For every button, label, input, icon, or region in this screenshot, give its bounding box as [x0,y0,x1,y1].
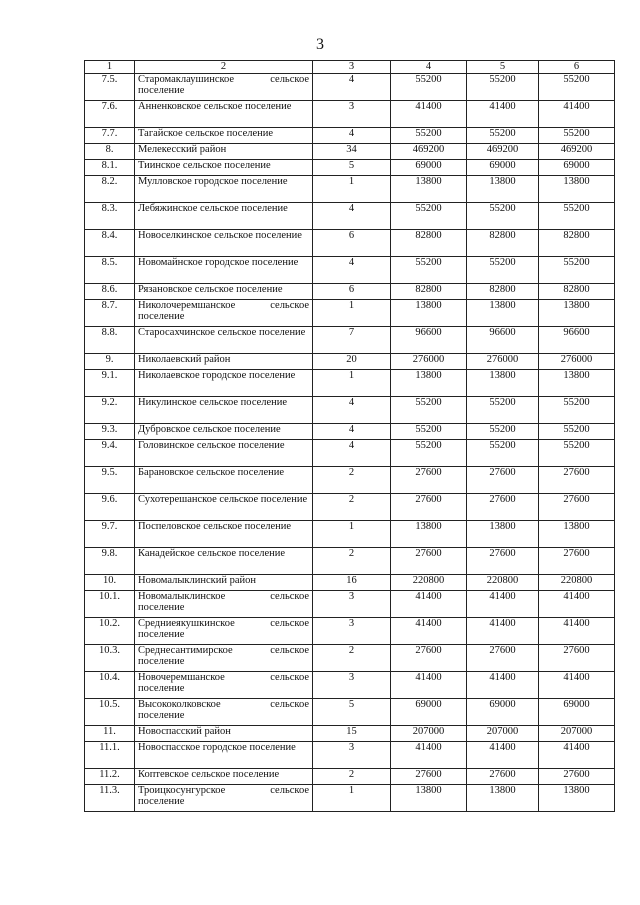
row-count: 4 [313,423,391,439]
row-amount-col4: 207000 [391,725,467,741]
row-name: Мулловское городское поселение [135,175,313,202]
row-amount-col6: 82800 [539,283,615,299]
row-name: Новоселкинское сельское поселение [135,229,313,256]
row-amount-col6: 27600 [539,768,615,784]
row-amount-col4: 13800 [391,369,467,396]
row-count: 7 [313,326,391,353]
row-name: Анненковское сельское поселение [135,100,313,127]
column-header-4: 4 [391,61,467,74]
row-name: Коптевское сельское поселение [135,768,313,784]
row-count: 3 [313,100,391,127]
row-amount-col5: 27600 [467,493,539,520]
row-amount-col4: 69000 [391,159,467,175]
row-name: Новоспасский район [135,725,313,741]
table-row [85,423,615,439]
row-number: 9.3. [85,423,135,439]
row-amount-col6: 27600 [539,547,615,574]
row-number: 10. [85,574,135,590]
row-amount-col6: 69000 [539,698,615,725]
row-count: 4 [313,127,391,143]
row-number: 8.8. [85,326,135,353]
row-number: 10.1. [85,590,135,617]
column-header-3: 3 [313,61,391,74]
row-amount-col4: 55200 [391,202,467,229]
row-amount-col5: 41400 [467,617,539,644]
row-name: Лебяжинское сельское поселение [135,202,313,229]
row-number: 8.6. [85,283,135,299]
row-amount-col5: 55200 [467,127,539,143]
row-amount-col5: 69000 [467,698,539,725]
row-name: Мелекесский район [135,143,313,159]
row-amount-col6: 55200 [539,396,615,423]
row-amount-col6: 41400 [539,617,615,644]
row-amount-col4: 13800 [391,175,467,202]
table-row [85,326,615,353]
row-amount-col4: 55200 [391,73,467,100]
table-row [85,353,615,369]
row-amount-col4: 82800 [391,229,467,256]
row-number: 8.5. [85,256,135,283]
row-number: 9. [85,353,135,369]
row-name: Сухотерешанское сельское поселение [135,493,313,520]
row-amount-col4: 27600 [391,644,467,671]
row-name: Средниеякушкинское сельское поселение [135,617,313,644]
row-amount-col5: 41400 [467,671,539,698]
row-amount-col4: 27600 [391,768,467,784]
row-amount-col5: 55200 [467,396,539,423]
row-amount-col6: 41400 [539,671,615,698]
row-amount-col5: 13800 [467,784,539,811]
table-row [85,671,615,698]
row-amount-col5: 27600 [467,644,539,671]
row-count: 34 [313,143,391,159]
row-name: Рязановское сельское поселение [135,283,313,299]
row-amount-col4: 55200 [391,256,467,283]
row-amount-col4: 41400 [391,100,467,127]
row-name: Николаевское городское поселение [135,369,313,396]
row-name: Среднесантимирское сельское поселение [135,644,313,671]
row-amount-col5: 55200 [467,439,539,466]
row-count: 2 [313,768,391,784]
row-count: 4 [313,439,391,466]
row-amount-col6: 469200 [539,143,615,159]
table-row [85,590,615,617]
row-amount-col4: 13800 [391,299,467,326]
table-row [85,202,615,229]
row-amount-col4: 13800 [391,784,467,811]
row-name: Барановское сельское поселение [135,466,313,493]
row-number: 11.3. [85,784,135,811]
row-amount-col6: 55200 [539,202,615,229]
row-count: 6 [313,283,391,299]
row-name: Николаевский район [135,353,313,369]
row-amount-col6: 69000 [539,159,615,175]
table-row [85,396,615,423]
allocation-table [84,60,615,812]
row-count: 20 [313,353,391,369]
row-number: 7.6. [85,100,135,127]
column-header-5: 5 [467,61,539,74]
row-name: Канадейское сельское поселение [135,547,313,574]
row-amount-col5: 55200 [467,202,539,229]
row-count: 6 [313,229,391,256]
row-name: Старосахчинское сельское поселение [135,326,313,353]
row-amount-col6: 27600 [539,493,615,520]
row-count: 2 [313,644,391,671]
row-number: 9.8. [85,547,135,574]
row-amount-col4: 13800 [391,520,467,547]
row-amount-col6: 276000 [539,353,615,369]
table-row [85,299,615,326]
row-amount-col6: 13800 [539,299,615,326]
row-number: 9.6. [85,493,135,520]
row-name: Высококолковское сельское поселение [135,698,313,725]
row-amount-col6: 55200 [539,256,615,283]
row-amount-col6: 13800 [539,369,615,396]
row-amount-col6: 27600 [539,466,615,493]
row-name: Старомаклаушинское сельское поселение [135,73,313,100]
row-name: Новомайнское городское поселение [135,256,313,283]
table-row [85,175,615,202]
row-count: 5 [313,159,391,175]
row-amount-col6: 55200 [539,73,615,100]
table-row [85,520,615,547]
row-name: Новомалыклинское сельское поселение [135,590,313,617]
row-name: Тагайское сельское поселение [135,127,313,143]
row-number: 10.4. [85,671,135,698]
row-count: 5 [313,698,391,725]
row-amount-col5: 41400 [467,590,539,617]
table-row [85,617,615,644]
row-number: 9.4. [85,439,135,466]
row-name: Головинское сельское поселение [135,439,313,466]
row-number: 9.5. [85,466,135,493]
row-amount-col5: 27600 [467,547,539,574]
row-count: 4 [313,202,391,229]
row-amount-col6: 96600 [539,326,615,353]
table-row [85,574,615,590]
row-amount-col6: 55200 [539,439,615,466]
page-number: 3 [316,36,324,53]
row-number: 11. [85,725,135,741]
row-amount-col6: 82800 [539,229,615,256]
row-amount-col5: 96600 [467,326,539,353]
row-amount-col6: 13800 [539,784,615,811]
row-amount-col5: 13800 [467,175,539,202]
table-row [85,725,615,741]
row-number: 8. [85,143,135,159]
row-amount-col6: 55200 [539,423,615,439]
row-amount-col4: 41400 [391,671,467,698]
row-number: 8.2. [85,175,135,202]
table-row [85,143,615,159]
row-count: 1 [313,175,391,202]
row-number: 9.1. [85,369,135,396]
row-number: 8.4. [85,229,135,256]
row-count: 2 [313,466,391,493]
row-count: 3 [313,617,391,644]
row-amount-col5: 207000 [467,725,539,741]
row-amount-col5: 220800 [467,574,539,590]
table-header-row [85,61,615,74]
row-name: Поспеловское сельское поселение [135,520,313,547]
table-row [85,369,615,396]
row-amount-col6: 13800 [539,175,615,202]
row-count: 1 [313,369,391,396]
row-number: 10.3. [85,644,135,671]
row-amount-col4: 41400 [391,617,467,644]
column-header-2: 2 [135,61,313,74]
row-amount-col6: 13800 [539,520,615,547]
row-number: 11.1. [85,741,135,768]
row-amount-col6: 27600 [539,644,615,671]
table-row [85,698,615,725]
row-number: 9.7. [85,520,135,547]
row-amount-col6: 207000 [539,725,615,741]
row-amount-col4: 82800 [391,283,467,299]
row-amount-col4: 55200 [391,423,467,439]
row-amount-col5: 55200 [467,423,539,439]
row-count: 16 [313,574,391,590]
table-row [85,256,615,283]
row-count: 1 [313,299,391,326]
row-number: 10.5. [85,698,135,725]
row-count: 3 [313,590,391,617]
row-name: Никулинское сельское поселение [135,396,313,423]
row-number: 9.2. [85,396,135,423]
row-amount-col4: 469200 [391,143,467,159]
row-name: Троицкосунгурское сельское поселение [135,784,313,811]
row-number: 8.7. [85,299,135,326]
row-name: Новомалыклинский район [135,574,313,590]
row-amount-col6: 220800 [539,574,615,590]
row-number: 8.3. [85,202,135,229]
row-count: 1 [313,520,391,547]
row-name: Дубровское сельское поселение [135,423,313,439]
table-row [85,439,615,466]
row-amount-col4: 55200 [391,396,467,423]
row-amount-col4: 69000 [391,698,467,725]
table-row [85,127,615,143]
row-amount-col4: 41400 [391,590,467,617]
row-amount-col5: 13800 [467,520,539,547]
row-amount-col5: 69000 [467,159,539,175]
row-name: Николочеремшанское сельское поселение [135,299,313,326]
table-row [85,283,615,299]
row-amount-col6: 41400 [539,741,615,768]
table-row [85,229,615,256]
row-name: Новочеремшанское сельское поселение [135,671,313,698]
table-row [85,159,615,175]
row-count: 15 [313,725,391,741]
row-amount-col4: 220800 [391,574,467,590]
row-amount-col6: 41400 [539,590,615,617]
row-count: 4 [313,396,391,423]
row-amount-col4: 55200 [391,439,467,466]
row-count: 4 [313,73,391,100]
row-amount-col5: 82800 [467,283,539,299]
row-amount-col6: 41400 [539,100,615,127]
row-amount-col5: 27600 [467,466,539,493]
row-count: 3 [313,671,391,698]
table-row [85,493,615,520]
table-row [85,73,615,100]
row-amount-col5: 276000 [467,353,539,369]
row-amount-col5: 41400 [467,741,539,768]
row-amount-col4: 96600 [391,326,467,353]
row-name: Тиинское сельское поселение [135,159,313,175]
column-header-6: 6 [539,61,615,74]
row-number: 7.5. [85,73,135,100]
row-amount-col5: 13800 [467,369,539,396]
table-row [85,100,615,127]
table-row [85,466,615,493]
row-number: 11.2. [85,768,135,784]
row-amount-col4: 27600 [391,493,467,520]
row-number: 10.2. [85,617,135,644]
row-amount-col4: 27600 [391,466,467,493]
row-number: 8.1. [85,159,135,175]
row-count: 1 [313,784,391,811]
column-header-1: 1 [85,61,135,74]
row-count: 3 [313,741,391,768]
row-amount-col5: 27600 [467,768,539,784]
row-amount-col5: 13800 [467,299,539,326]
table-row [85,547,615,574]
table-row [85,644,615,671]
row-amount-col4: 41400 [391,741,467,768]
row-amount-col4: 27600 [391,547,467,574]
row-name: Новоспасское городское поселение [135,741,313,768]
row-amount-col5: 82800 [467,229,539,256]
row-amount-col4: 276000 [391,353,467,369]
row-amount-col5: 55200 [467,73,539,100]
table-row [85,768,615,784]
row-amount-col5: 55200 [467,256,539,283]
row-amount-col4: 55200 [391,127,467,143]
row-amount-col6: 55200 [539,127,615,143]
row-amount-col5: 41400 [467,100,539,127]
row-count: 4 [313,256,391,283]
row-number: 7.7. [85,127,135,143]
row-count: 2 [313,493,391,520]
table-row [85,741,615,768]
table-row [85,784,615,811]
row-count: 2 [313,547,391,574]
row-amount-col5: 469200 [467,143,539,159]
